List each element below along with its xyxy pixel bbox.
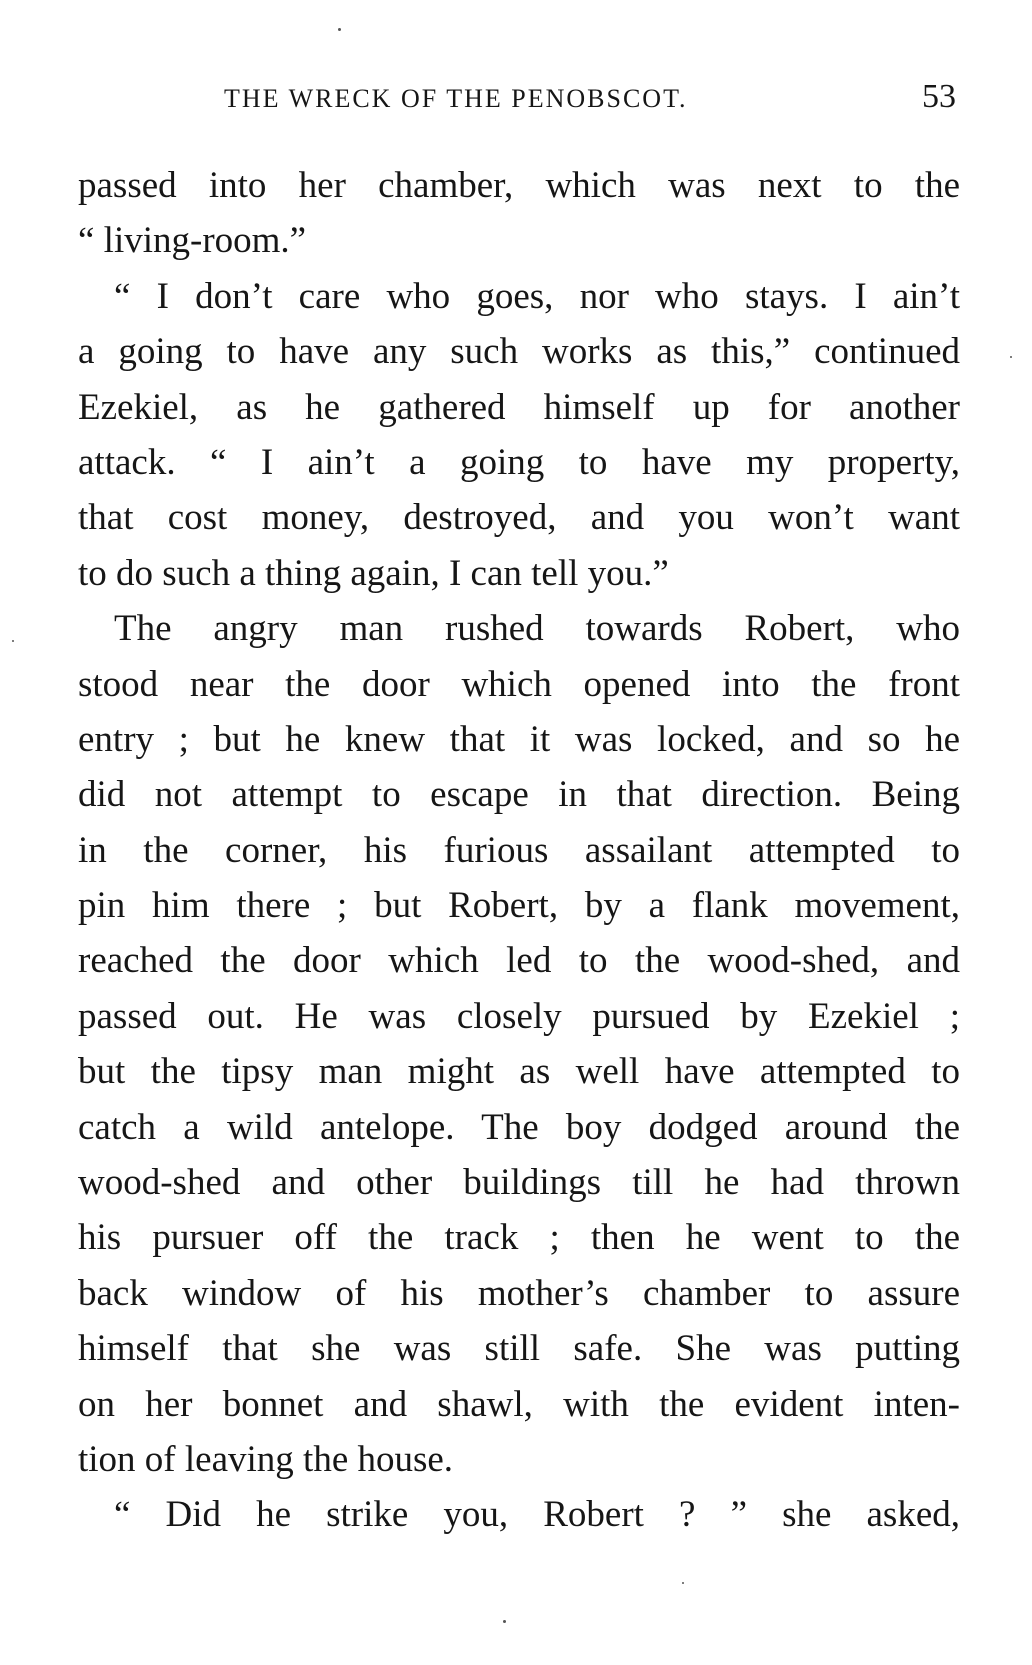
text-line: to do such a thing again, I can tell you.” [78,552,669,594]
running-head [78,78,956,118]
text-line: pin him there ; but Robert, by a flank movement, [78,885,960,927]
text-line: catch a wild antelope. The boy dodged around the [78,1106,960,1148]
text-line: back window of his mother’s chamber to assure [78,1272,960,1314]
text-line: “ I don’t care who goes, nor who stays. I ain’t [114,275,960,317]
text-line: himself that she was still safe. She was putting [78,1328,960,1370]
text-line: Ezekiel, as he gathered himself up for another [78,386,960,428]
text-line: but the tipsy man might as well have attempted to [78,1051,960,1093]
text-line: reached the door which led to the wood-shed, and [78,940,960,982]
text-line: a going to have any such works as this,” continued [78,331,960,373]
body-text [78,158,960,1543]
text-line: attack. “ I ain’t a going to have my property, [78,441,960,483]
text-line: wood-shed and other buildings till he had thrown [78,1162,960,1204]
text-line: his pursuer off the track ; then he went to the [78,1217,960,1259]
text-line: entry ; but he knew that it was locked, and so he [78,718,960,760]
print-speck [682,1582,684,1584]
print-speck [338,28,341,31]
print-speck [503,1620,506,1623]
print-speck [12,640,14,642]
running-title: THE WRECK OF THE PENOBSCOT. [224,84,688,113]
text-line: on her bonnet and shawl, with the evident inten- [78,1383,960,1425]
text-line: that cost money, destroyed, and you won’t want [78,497,960,539]
text-line: tion of leaving the house. [78,1438,454,1480]
text-line: “ living-room.” [78,220,307,262]
text-line: “ Did he strike you, Robert ? ” she asked, [114,1494,960,1536]
print-speck [1010,356,1012,358]
text-line: did not attempt to escape in that direction. Being [78,774,960,816]
text-line: passed out. He was closely pursued by Ezekiel ; [78,995,960,1037]
text-line: stood near the door which opened into the front [78,663,960,705]
text-line: in the corner, his furious assailant attempted to [78,829,960,871]
text-line: passed into her chamber, which was next to the [78,165,960,206]
page-number: 53 [922,78,956,115]
text-line: The angry man rushed towards Robert, who [114,608,960,650]
